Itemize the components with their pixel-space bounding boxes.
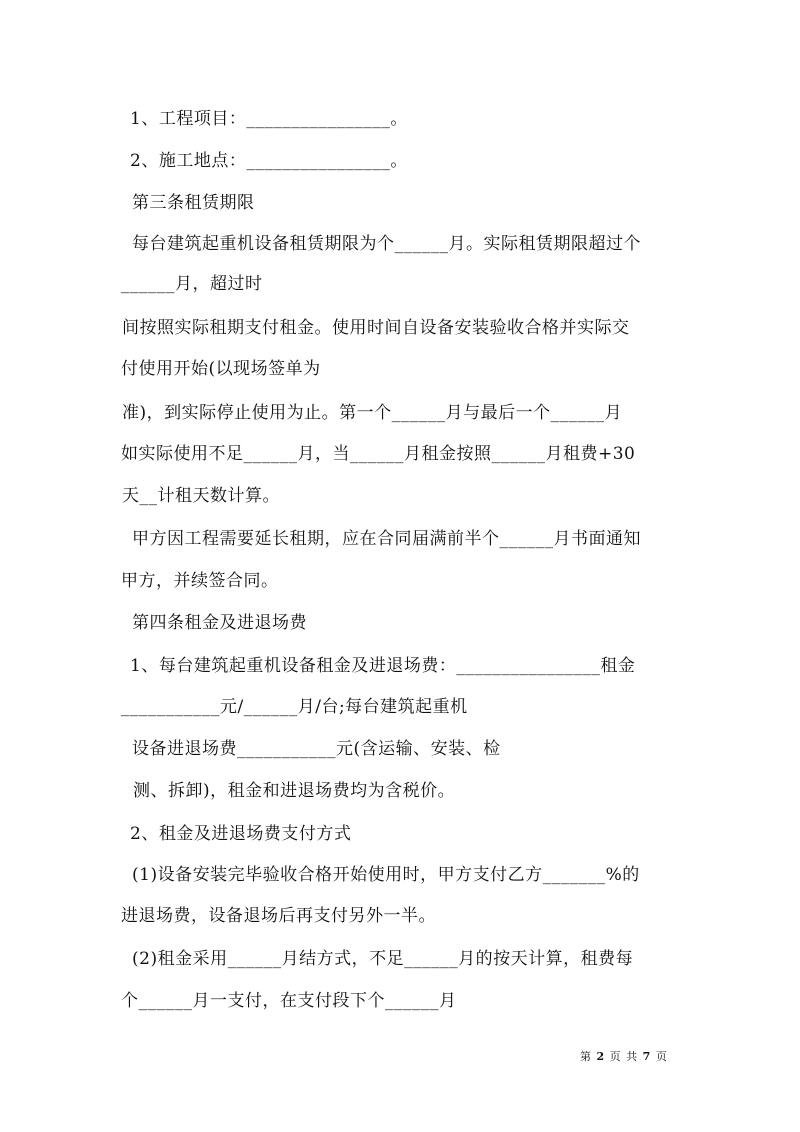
text-line: ______月，超过时 — [121, 274, 263, 294]
text-line: 天__计租天数计算。 — [122, 486, 280, 506]
text-line: 1、每台建筑起重机设备租金及进退场费：________________租金 — [130, 656, 636, 676]
footer-middle: 页 共 — [609, 1050, 639, 1063]
text-line: 个______月一支付，在支付段下个______月 — [121, 991, 457, 1011]
footer-prefix: 第 — [580, 1050, 592, 1063]
text-line: 准)，到实际停止使用为止。第一个______月与最后一个______月 — [122, 403, 623, 423]
text-line: (1)设备安装完毕验收合格开始使用时，甲方支付乙方_______%的 — [132, 865, 640, 885]
text-line: 如实际使用不足______月，当______月租金按照______月租费+30 — [121, 444, 636, 464]
text-line: 设备进退场费___________元(含运输、安装、检 — [132, 739, 501, 759]
total-pages-number: 7 — [642, 1050, 652, 1063]
clause-line-payment-method: 2、租金及进退场费支付方式 — [130, 824, 352, 844]
clause-line-location: 2、施工地点：________________。 — [130, 151, 408, 171]
clause-line-project: 1、工程项目：________________。 — [130, 109, 408, 129]
section-heading-lease-term: 第三条租赁期限 — [132, 193, 255, 213]
page-footer — [580, 1050, 668, 1064]
current-page-number: 2 — [596, 1050, 606, 1063]
text-line: 进退场费，设备退场后再支付另外一半。 — [121, 906, 436, 926]
text-line: 付使用开始(以现场签单为 — [121, 359, 321, 379]
text-line: 间按照实际租期支付租金。使用时间自设备安装验收合格并实际交 — [122, 318, 630, 338]
text-line: 甲方，并续签合同。 — [121, 571, 279, 591]
text-line: 甲方因工程需要延长租期，应在合同届满前半个______月书面通知 — [132, 529, 641, 549]
footer-suffix: 页 — [655, 1050, 668, 1063]
text-line: 每台建筑起重机设备租赁期限为个______月。实际租赁期限超过个 — [132, 234, 641, 254]
text-line: 测、拆卸)，租金和进退场费均为含税价。 — [133, 781, 456, 801]
text-line: (2)租金采用______月结方式，不足______月的按天计算，租费每 — [132, 949, 634, 969]
section-heading-rent-fees: 第四条租金及进退场费 — [132, 613, 307, 633]
text-line: ___________元/______月/台;每台建筑起重机 — [121, 697, 468, 717]
